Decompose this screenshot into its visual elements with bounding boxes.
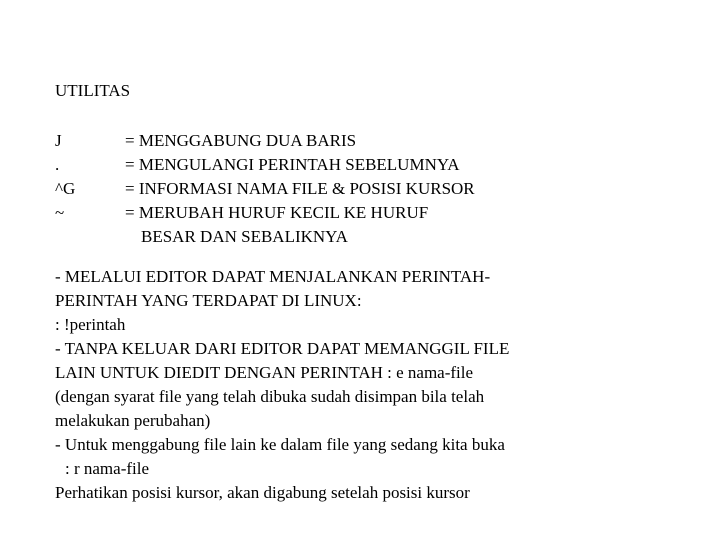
note-line: LAIN UNTUK DIEDIT DENGAN PERINTAH : e nama-file [55,363,474,382]
command-description: = MERUBAH HURUF KECIL KE HURUF [125,203,429,222]
note-line: Perhatikan posisi kursor, akan digabung setelah posisi kursor [55,483,470,502]
command-key: ~ [55,203,65,222]
command-key: ^G [55,179,76,198]
page-title: UTILITAS [55,81,131,100]
command-key: J [55,131,62,150]
note-line: : r nama-file [65,459,150,478]
command-description: = MENGGABUNG DUA BARIS [125,131,357,150]
notes-section [55,265,665,505]
note-line: - MELALUI EDITOR DAPAT MENJALANKAN PERINTAH- [55,267,491,286]
command-description: = INFORMASI NAMA FILE & POSISI KURSOR [125,179,475,198]
note-line: - Untuk menggabung file lain ke dalam file yang sedang kita buka [55,435,505,454]
note-line: : !perintah [55,315,126,334]
command-description: = MENGULANGI PERINTAH SEBELUMNYA [125,155,460,174]
note-line: (dengan syarat file yang telah dibuka sudah disimpan bila telah [55,387,485,406]
note-line: melakukan perubahan) [55,411,211,430]
command-description-continuation: BESAR DAN SEBALIKNYA [141,227,348,246]
note-line: PERINTAH YANG TERDAPAT DI LINUX: [55,291,362,310]
command-key: . [55,155,60,174]
note-line: - TANPA KELUAR DARI EDITOR DAPAT MEMANGGIL FILE [55,339,510,358]
